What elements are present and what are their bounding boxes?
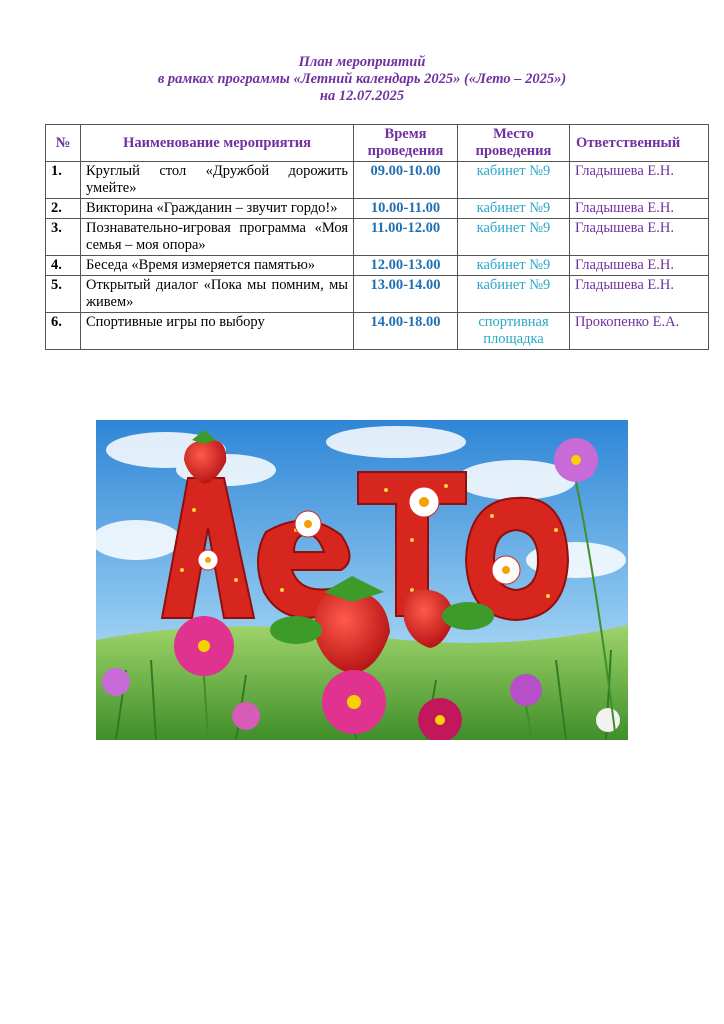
table-row (46, 313, 709, 350)
table-row (46, 276, 709, 313)
event-place: кабинет №9 (458, 199, 570, 219)
event-name: Круглый стол «Дружбой дорожить умейте» (81, 162, 354, 199)
column-header-time: Время проведения (354, 125, 458, 162)
event-responsible: Гладышева Е.Н. (570, 219, 709, 256)
events-table (45, 124, 709, 350)
header-title: План мероприятий (298, 54, 426, 70)
column-header-responsible: Ответственный (570, 125, 709, 162)
table-row (46, 162, 709, 199)
header-date: на 12.07.2025 (319, 88, 405, 104)
row-number: 4. (46, 256, 81, 276)
event-time: 10.00-11.00 (354, 199, 458, 219)
event-name: Викторина «Гражданин – звучит гордо!» (81, 199, 354, 219)
table-row (46, 219, 709, 256)
table-row (46, 256, 709, 276)
event-responsible: Гладышева Е.Н. (570, 162, 709, 199)
event-place: кабинет №9 (458, 276, 570, 313)
event-name: Открытый диалог «Пока мы помним, мы живем» (81, 276, 354, 313)
column-header-place: Место проведения (458, 125, 570, 162)
event-place: кабинет №9 (458, 256, 570, 276)
column-header-number: № (46, 125, 81, 162)
row-number: 3. (46, 219, 81, 256)
document-header (0, 54, 724, 105)
row-number: 1. (46, 162, 81, 199)
event-time: 11.00-12.00 (354, 219, 458, 256)
event-name: Спортивные игры по выбору (81, 313, 354, 350)
summer-poster-image (96, 420, 628, 740)
event-name: Беседа «Время измеряется памятью» (81, 256, 354, 276)
row-number: 5. (46, 276, 81, 313)
event-responsible: Гладышева Е.Н. (570, 276, 709, 313)
table-header-row (46, 125, 709, 162)
column-header-event-name: Наименование мероприятия (81, 125, 354, 162)
row-number: 2. (46, 199, 81, 219)
header-program: в рамках программы «Летний календарь 2025» («Лето – 2025») (157, 71, 567, 87)
event-time: 14.00-18.00 (354, 313, 458, 350)
table-row (46, 199, 709, 219)
event-time: 12.00-13.00 (354, 256, 458, 276)
event-time: 13.00-14.00 (354, 276, 458, 313)
event-time: 09.00-10.00 (354, 162, 458, 199)
event-responsible: Гладышева Е.Н. (570, 256, 709, 276)
event-place: кабинет №9 (458, 162, 570, 199)
event-name: Познавательно-игровая программа «Моя семья – моя опора» (81, 219, 354, 256)
row-number: 6. (46, 313, 81, 350)
event-responsible: Гладышева Е.Н. (570, 199, 709, 219)
event-place: кабинет №9 (458, 219, 570, 256)
event-place: спортивная площадка (458, 313, 570, 350)
event-responsible: Прокопенко Е.А. (570, 313, 709, 350)
